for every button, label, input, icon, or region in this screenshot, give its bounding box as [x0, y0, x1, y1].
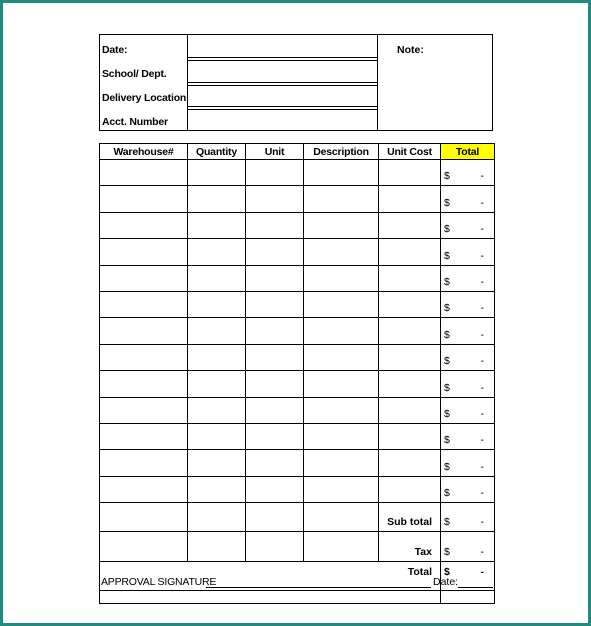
- item-rows: [100, 160, 495, 503]
- table-cell[interactable]: [379, 265, 441, 291]
- row-total-cell: [441, 423, 495, 449]
- table-cell[interactable]: [188, 186, 246, 212]
- table-cell[interactable]: [304, 450, 379, 476]
- header-description: Description: [304, 144, 379, 160]
- table-cell[interactable]: [246, 371, 304, 397]
- date-label: Date:: [102, 44, 128, 56]
- table-cell[interactable]: [188, 291, 246, 317]
- currency-symbol: $: [444, 434, 450, 447]
- table-header-row: [100, 144, 495, 160]
- table-cell[interactable]: [304, 160, 379, 186]
- table-cell[interactable]: [379, 397, 441, 423]
- table-cell[interactable]: [100, 212, 188, 238]
- currency-symbol: $: [444, 487, 450, 500]
- table-row: [100, 212, 495, 238]
- table-cell[interactable]: [304, 318, 379, 344]
- currency-symbol: $: [444, 355, 450, 368]
- table-cell[interactable]: [246, 160, 304, 186]
- table-cell[interactable]: [246, 397, 304, 423]
- table-cell[interactable]: [379, 239, 441, 265]
- currency-symbol: $: [444, 275, 450, 288]
- table-cell[interactable]: [304, 397, 379, 423]
- table-cell[interactable]: [304, 476, 379, 502]
- tax-row: [100, 532, 495, 561]
- currency-symbol: $: [444, 196, 450, 209]
- table-cell[interactable]: [246, 239, 304, 265]
- empty-amount: -: [480, 275, 484, 288]
- table-row: [100, 318, 495, 344]
- table-cell[interactable]: [188, 160, 246, 186]
- table-cell[interactable]: [100, 450, 188, 476]
- header-total: Total: [441, 144, 495, 160]
- table-cell[interactable]: [188, 371, 246, 397]
- table-cell[interactable]: [246, 423, 304, 449]
- table-cell[interactable]: [100, 371, 188, 397]
- header-warehouse: Warehouse#: [100, 144, 188, 160]
- table-cell[interactable]: [304, 344, 379, 370]
- empty-amount: -: [480, 565, 484, 578]
- delivery-field-line-2: [187, 109, 377, 110]
- currency-symbol: $: [444, 223, 450, 236]
- bottom-rule: [99, 590, 494, 591]
- row-total-cell: [441, 212, 495, 238]
- table-row: [100, 450, 495, 476]
- date-field-line: [187, 57, 377, 58]
- row-total-cell: [441, 160, 495, 186]
- table-cell[interactable]: [304, 186, 379, 212]
- table-row: [100, 160, 495, 186]
- empty-amount: -: [480, 328, 484, 341]
- empty-amount: -: [480, 223, 484, 236]
- table-cell[interactable]: [246, 186, 304, 212]
- table-row: [100, 265, 495, 291]
- table-cell[interactable]: [304, 423, 379, 449]
- approval-date-line: [458, 587, 493, 588]
- currency-symbol: $: [444, 516, 450, 529]
- currency-symbol: $: [444, 565, 450, 578]
- currency-symbol: $: [444, 460, 450, 473]
- table-cell[interactable]: [379, 186, 441, 212]
- table-cell[interactable]: [304, 371, 379, 397]
- table-cell[interactable]: [100, 160, 188, 186]
- tax-label: Tax: [379, 532, 441, 561]
- table-cell[interactable]: [246, 265, 304, 291]
- table-cell[interactable]: [246, 344, 304, 370]
- table-row: [100, 239, 495, 265]
- row-total-cell: [441, 397, 495, 423]
- empty-amount: -: [480, 516, 484, 529]
- table-cell[interactable]: [304, 212, 379, 238]
- row-total-cell: [441, 450, 495, 476]
- table-cell[interactable]: [188, 450, 246, 476]
- table-cell[interactable]: [100, 397, 188, 423]
- table-row: [100, 344, 495, 370]
- table-cell[interactable]: [379, 476, 441, 502]
- delivery-location-label: Delivery Location: [102, 92, 187, 104]
- empty-amount: -: [480, 302, 484, 315]
- table-row: [100, 291, 495, 317]
- empty-amount: -: [480, 355, 484, 368]
- row-total-cell: [441, 476, 495, 502]
- table-cell[interactable]: [100, 476, 188, 502]
- row-total-cell: [441, 344, 495, 370]
- table-cell[interactable]: [188, 476, 246, 502]
- school-field-line: [187, 82, 377, 83]
- approval-date-label: Date:: [433, 576, 459, 588]
- table-cell[interactable]: [246, 212, 304, 238]
- table-row: [100, 186, 495, 212]
- table-cell[interactable]: [188, 423, 246, 449]
- row-total-cell: [441, 291, 495, 317]
- row-total-cell: [441, 371, 495, 397]
- empty-amount: -: [480, 434, 484, 447]
- table-cell[interactable]: [379, 371, 441, 397]
- summary-rows: [100, 503, 495, 604]
- grand-total-label: Total: [379, 561, 441, 603]
- empty-amount: -: [480, 407, 484, 420]
- school-dept-label: School/ Dept.: [102, 68, 167, 80]
- approval-signature-label: APPROVAL SIGNATURE: [101, 576, 217, 588]
- row-total-cell: [441, 239, 495, 265]
- table-cell[interactable]: [246, 291, 304, 317]
- table-cell[interactable]: [379, 423, 441, 449]
- date-field-line-2: [187, 60, 377, 61]
- table-cell[interactable]: [188, 318, 246, 344]
- currency-symbol: $: [444, 302, 450, 315]
- table-cell[interactable]: [246, 450, 304, 476]
- currency-symbol: $: [444, 381, 450, 394]
- empty-amount: -: [480, 249, 484, 262]
- table-cell[interactable]: [100, 344, 188, 370]
- currency-symbol: $: [444, 328, 450, 341]
- table-cell[interactable]: [100, 239, 188, 265]
- empty-amount: -: [480, 545, 484, 558]
- currency-symbol: $: [444, 249, 450, 262]
- currency-symbol: $: [444, 407, 450, 420]
- table-cell[interactable]: [379, 450, 441, 476]
- empty-amount: -: [480, 487, 484, 500]
- table-cell[interactable]: [246, 318, 304, 344]
- empty-amount: -: [480, 381, 484, 394]
- table-cell[interactable]: [188, 397, 246, 423]
- tax-cell: [441, 532, 495, 561]
- table-row: [100, 423, 495, 449]
- table-cell[interactable]: [304, 265, 379, 291]
- table-cell[interactable]: [379, 160, 441, 186]
- table-cell[interactable]: [379, 318, 441, 344]
- table-cell[interactable]: [100, 186, 188, 212]
- empty-amount: -: [480, 170, 484, 183]
- table-cell[interactable]: [379, 291, 441, 317]
- subtotal-label: Sub total: [379, 503, 441, 532]
- table-cell[interactable]: [188, 212, 246, 238]
- table-cell[interactable]: [188, 265, 246, 291]
- empty-amount: -: [480, 460, 484, 473]
- order-info-box: [99, 34, 493, 131]
- table-cell[interactable]: [100, 265, 188, 291]
- table-cell[interactable]: [100, 291, 188, 317]
- table-cell[interactable]: [188, 239, 246, 265]
- table-cell[interactable]: [379, 344, 441, 370]
- table-cell[interactable]: [100, 423, 188, 449]
- header-unit-cost: Unit Cost: [379, 144, 441, 160]
- note-label: Note:: [397, 44, 424, 56]
- school-field-line-2: [187, 85, 377, 86]
- row-total-cell: [441, 318, 495, 344]
- row-total-cell: [441, 186, 495, 212]
- info-divider-right: [377, 35, 378, 130]
- table-row: [100, 476, 495, 502]
- table-cell[interactable]: [188, 344, 246, 370]
- table-cell[interactable]: [379, 212, 441, 238]
- approval-signature-line: [206, 587, 431, 588]
- table-cell[interactable]: [304, 239, 379, 265]
- table-cell[interactable]: [246, 476, 304, 502]
- delivery-field-line: [187, 106, 377, 107]
- currency-symbol: $: [444, 170, 450, 183]
- table-row: [100, 371, 495, 397]
- table-row: [100, 397, 495, 423]
- order-items-table: [99, 143, 495, 604]
- subtotal-row: [100, 503, 495, 532]
- acct-number-label: Acct. Number: [102, 116, 168, 128]
- table-cell[interactable]: [100, 318, 188, 344]
- header-quantity: Quantity: [188, 144, 246, 160]
- empty-amount: -: [480, 196, 484, 209]
- table-cell[interactable]: [304, 291, 379, 317]
- currency-symbol: $: [444, 545, 450, 558]
- header-unit: Unit: [246, 144, 304, 160]
- subtotal-cell: [441, 503, 495, 532]
- row-total-cell: [441, 265, 495, 291]
